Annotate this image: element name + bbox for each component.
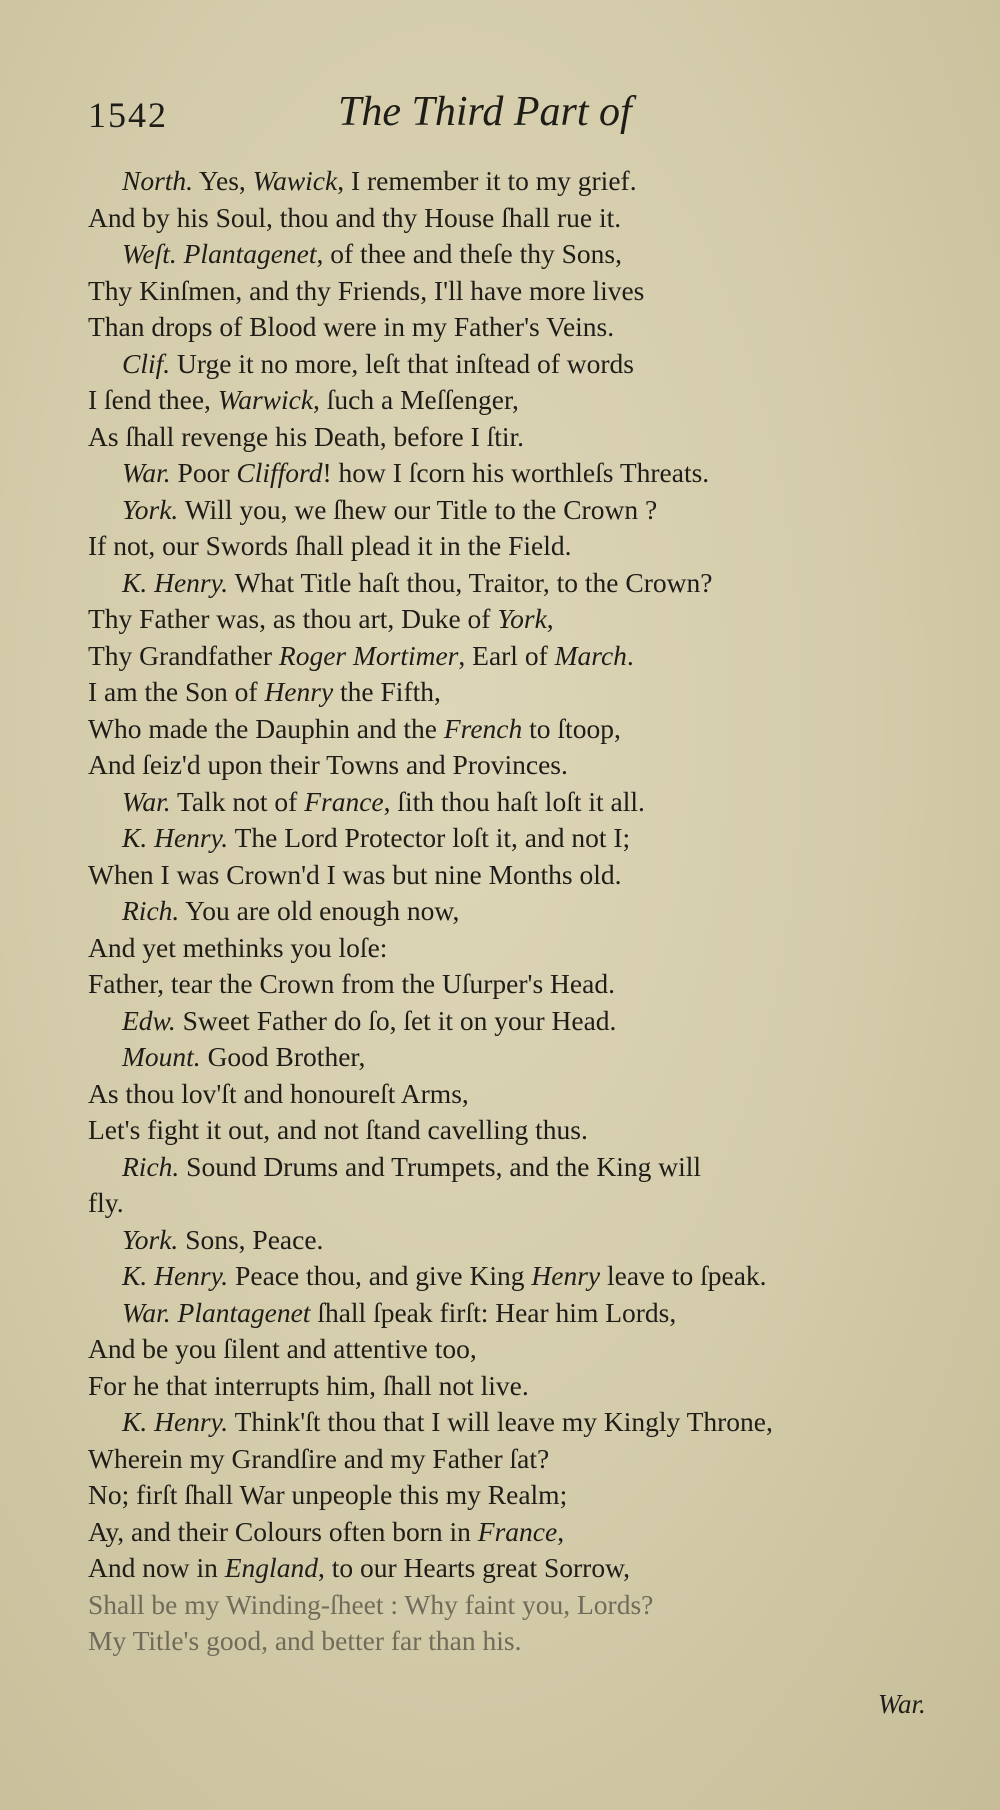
text-line: [88, 419, 958, 456]
running-title: The Third Part of: [338, 89, 632, 135]
line-text: [171, 1297, 178, 1328]
line-text: , Earl of: [458, 639, 555, 671]
line-text: Father, tear the Crown from the Uſurper's Head.: [88, 968, 615, 999]
page-number: 1542: [88, 95, 168, 135]
line-text: Thy Grandfather: [88, 639, 279, 671]
text-line: [88, 492, 958, 529]
text-line: [88, 1587, 958, 1624]
text-line: [88, 1550, 958, 1587]
text-line: [88, 346, 958, 383]
line-text: to ſtoop,: [522, 712, 621, 744]
text-line: [88, 638, 958, 675]
line-text: I am the Son of: [88, 676, 265, 707]
text-line: [88, 1514, 958, 1551]
line-text: Sons, Peace.: [178, 1223, 324, 1255]
text-line: [88, 1112, 958, 1149]
text-line: [88, 200, 958, 237]
line-text: , of thee and theſe thy Sons,: [316, 238, 623, 269]
text-line: [88, 455, 958, 492]
line-text: Thy Father was, as thou art, Duke of: [88, 603, 498, 634]
text-line: [88, 857, 958, 894]
text-line: [88, 1149, 958, 1186]
text-line: [88, 528, 958, 565]
line-text: When I was Crown'd I was but nine Months old.: [88, 858, 622, 890]
speaker-name: York.: [122, 493, 179, 525]
speaker-name: York.: [122, 1223, 179, 1255]
speaker-name: War.: [122, 785, 171, 817]
line-text: Peace thou, and give King: [228, 1260, 532, 1291]
text-line: [88, 1331, 958, 1368]
line-text: I ſend thee,: [88, 384, 218, 415]
text-line: [88, 1441, 958, 1478]
line-text: Let's fight it out, and not ſtand cavelling thus.: [88, 1114, 588, 1145]
italic-text: Clifford: [236, 457, 323, 488]
text-line: [88, 747, 958, 784]
text-line: [88, 1295, 958, 1332]
line-text: Sound Drums and Trumpets, and the King will: [179, 1150, 702, 1182]
text-line: [88, 163, 958, 200]
text-line: [88, 784, 958, 821]
page-header: [88, 88, 908, 148]
speaker-name: K. Henry.: [122, 822, 229, 853]
italic-text: Henry: [531, 1260, 601, 1291]
italic-text: Henry: [264, 676, 334, 707]
line-text: And yet methinks you loſe:: [88, 931, 388, 963]
italic-text: Wawick: [252, 165, 338, 196]
text-line: [88, 820, 958, 857]
speaker-name: North.: [122, 165, 194, 196]
text-line: [88, 1368, 958, 1405]
text-line: [88, 966, 958, 1003]
line-text: ,: [546, 603, 554, 634]
text-line: [88, 1185, 958, 1222]
text-line: [88, 1258, 958, 1295]
line-text: Urge it no more, leſt that inſtead of words: [170, 347, 634, 379]
line-text: You are old enough now,: [179, 895, 460, 926]
text-line: [88, 711, 958, 748]
text-line: [88, 382, 958, 419]
text-line: [88, 1039, 958, 1076]
speaker-name: Rich.: [122, 895, 180, 926]
line-text: Wherein my Grandſire and my Father ſat?: [88, 1442, 550, 1474]
text-line: [88, 1623, 958, 1660]
line-text: Poor: [170, 457, 237, 488]
italic-text: France: [477, 1515, 558, 1547]
line-text: , to our Hearts great Sorrow,: [317, 1552, 631, 1583]
italic-text: Plantagenet: [177, 1296, 311, 1328]
line-text: [177, 238, 184, 269]
text-line: [88, 309, 958, 346]
line-text: fly.: [88, 1187, 124, 1218]
line-text: The Lord Protector loſt it, and not I;: [228, 822, 631, 853]
text-line: [88, 273, 958, 310]
line-text: , ſith thou haſt loſt it all.: [383, 785, 645, 817]
line-text: And now in: [88, 1552, 225, 1583]
line-text: , I remember it to my grief.: [337, 165, 637, 196]
text-line: [88, 601, 958, 638]
line-text: No; firſt ſhall War unpeople this my Realm;: [88, 1479, 568, 1510]
text-line: [88, 893, 958, 930]
speaker-name: Mount.: [122, 1041, 201, 1072]
line-text: Sweet Father do ſo, ſet it on your Head.: [175, 1004, 617, 1036]
line-text: For he that interrupts him, ſhall not live.: [88, 1369, 529, 1401]
line-text: Than drops of Blood were in my Father's Veins.: [88, 311, 615, 342]
speaker-name: Edw.: [122, 1004, 176, 1036]
line-text: Talk not of: [170, 785, 305, 817]
line-text: My Title's good, and better far than his.: [88, 1625, 522, 1656]
speaker-name: Rich.: [122, 1150, 180, 1182]
speaker-name: War.: [122, 1296, 171, 1328]
italic-text: March: [554, 639, 627, 671]
text-line: [88, 565, 958, 602]
speaker-name: Clif.: [122, 347, 171, 379]
line-text: the Fifth,: [333, 676, 441, 707]
line-text: Good Brother,: [200, 1041, 366, 1072]
line-text: And by his Soul, thou and thy House ſhall rue it.: [88, 201, 622, 233]
text-line: [88, 1477, 958, 1514]
line-text: And ſeiz'd upon their Towns and Provinces.: [88, 749, 568, 780]
italic-text: France: [304, 785, 384, 817]
italic-text: French: [443, 712, 523, 744]
speaker-name: K. Henry.: [122, 1260, 229, 1291]
italic-text: Warwick: [217, 384, 314, 415]
text-line: [88, 930, 958, 967]
line-text: Shall be my Winding-ſheet : Why faint you, Lords?: [88, 1588, 654, 1620]
line-text: Ay, and their Colours often born in: [88, 1515, 478, 1547]
line-text: Who made the Dauphin and the: [88, 712, 444, 744]
line-text: ,: [557, 1515, 565, 1547]
line-text: If not, our Swords ſhall plead it in the Field.: [88, 530, 572, 561]
italic-text: Roger Mortimer: [278, 639, 459, 671]
line-text: As thou lov'ſt and honoureſt Arms,: [88, 1077, 469, 1109]
line-text: Thy Kinſmen, and thy Friends, I'll have more lives: [88, 274, 645, 306]
line-text: leave to ſpeak.: [600, 1260, 767, 1291]
line-text: And be you ſilent and attentive too,: [88, 1333, 477, 1364]
text-line: [88, 1003, 958, 1040]
italic-text: York: [497, 603, 547, 634]
italic-text: Plantagenet: [183, 238, 317, 269]
catchword: War.: [878, 1689, 926, 1719]
line-text: Will you, we ſhew our Title to the Crown ?: [178, 493, 658, 525]
line-text: , ſuch a Meſſenger,: [313, 384, 519, 415]
speaker-name: War.: [122, 457, 171, 488]
line-text: Yes,: [193, 165, 253, 196]
italic-text: England: [224, 1552, 318, 1583]
line-text: ſhall ſpeak firſt: Hear him Lords,: [310, 1296, 677, 1328]
speaker-name: K. Henry.: [122, 566, 229, 598]
line-text: What Title haſt thou, Traitor, to the Crown?: [228, 566, 713, 598]
text-line: [88, 1222, 958, 1259]
line-text: Think'ſt thou that I will leave my Kingly Throne,: [228, 1406, 773, 1437]
text-line: [88, 1404, 958, 1441]
text-line: [88, 1076, 958, 1113]
text-line: [88, 674, 958, 711]
line-text: As ſhall revenge his Death, before I ſtir.: [88, 420, 525, 452]
play-text: [88, 163, 958, 1660]
line-text: ! how I ſcorn his worthleſs Threats.: [322, 457, 710, 488]
line-text: .: [626, 639, 634, 671]
text-line: [88, 236, 958, 273]
speaker-name: K. Henry.: [122, 1406, 229, 1437]
speaker-name: Weſt.: [122, 238, 177, 269]
